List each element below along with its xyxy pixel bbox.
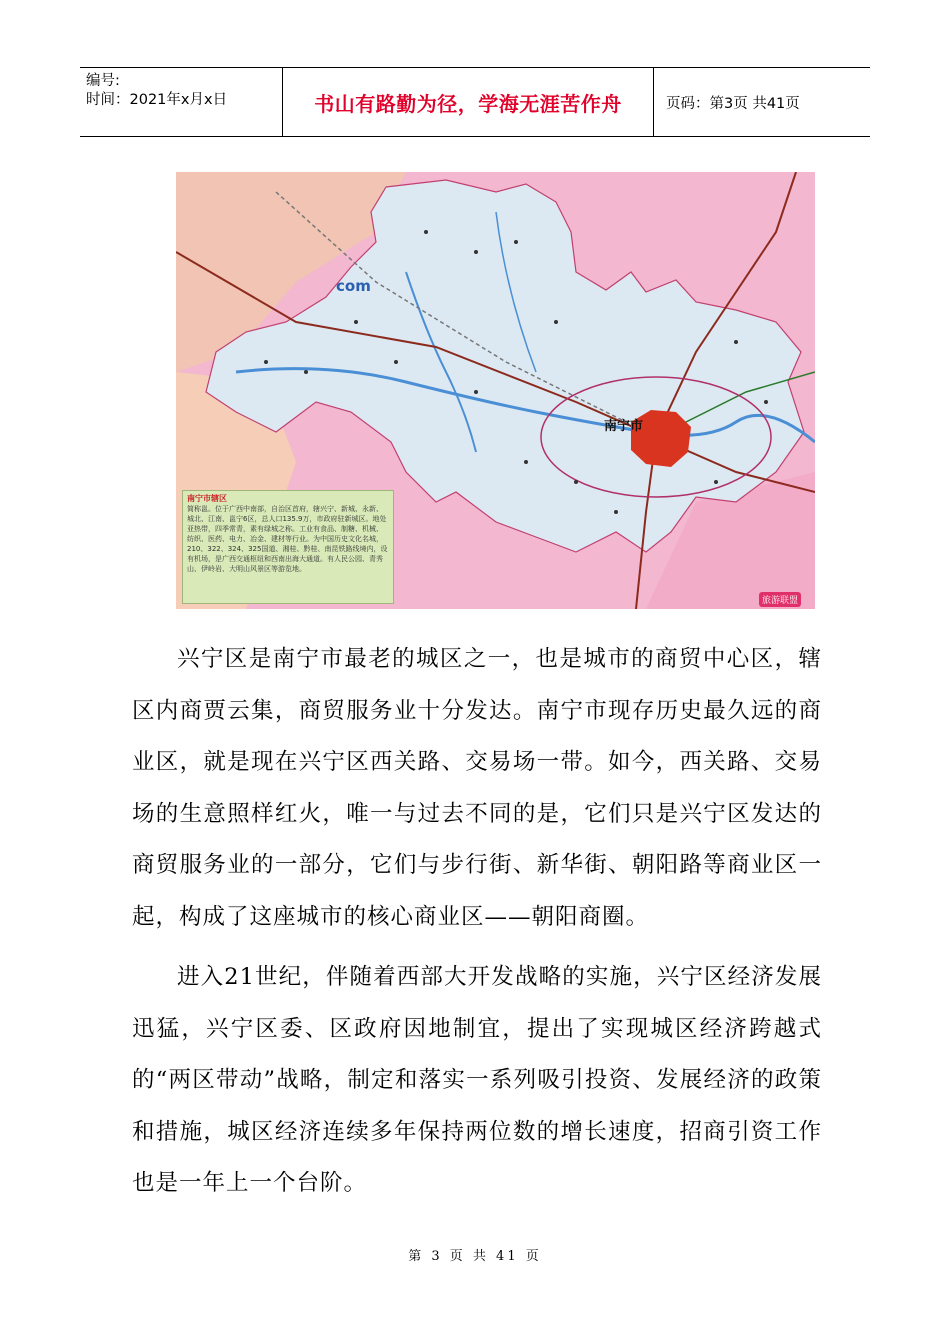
paragraph-2: 进入21世纪，伴随着西部大开发战略的实施，兴宁区经济发展迅猛，兴宁区委、区政府因地制宜，提出了实现城区经济跨越式的“两区带动”战略，制定和落实一系列吸引投资、发展经济的政策和措施，城区经济连续多年保持两位数的增长速度，招商引资工作也是一年上一个台阶。 xyxy=(132,964,822,1196)
map-logo: 旅游联盟 xyxy=(759,592,801,607)
article-body xyxy=(132,634,822,1210)
number-label: 编号: xyxy=(86,73,120,89)
paragraph-1: 兴宁区是南宁市最老的城区之一，也是城市的商贸中心区，辖区内商贾云集，商贸服务业十分发达。南宁市现存历史最久远的商业区，就是现在兴宁区西关路、交易场一带。如今，西关路、交易场的生意照样红火，唯一与过去不同的是，它们只是兴宁区发达的商贸服务业的一部分，它们与步行街、新华街、朝阳路等商业区一起，构成了这座城市的核心商业区——朝阳商圈。 xyxy=(132,646,822,930)
map-city-label: 南宁市 xyxy=(604,419,644,434)
header-meta xyxy=(80,68,283,136)
legend-text: 简称邕。位于广西中南部，自治区首府，辖兴宁、新城、永新、城北、江南、邕宁6区，总人口135.9万，市政府驻新城区。地处亚热带，四季常青，素有绿城之称。工业有食品、制糖、机械、纺织、医药、电力、冶金、建材等行业。为中国历史文化名城，210、322、324、325国道、湘桂、黔桂、南昆铁路线境内，设有机场，是广西交通枢纽和西南出海大通道。有人民公园、青秀山、伊岭岩、大明山风景区等游览地。 xyxy=(187,505,388,573)
page-footer: 第 3 页 共 41 页 xyxy=(408,1249,542,1264)
header-motto: 书山有路勤为径，学海无涯苦作舟 xyxy=(283,68,654,136)
time-label: 时间：2021年x月x日 xyxy=(86,92,228,108)
header-page-info: 页码：第3页 共41页 xyxy=(666,95,800,112)
map-watermark: com xyxy=(336,277,371,295)
legend-title: 南宁市辖区 xyxy=(187,494,227,503)
map-legend-box xyxy=(182,490,394,604)
nanning-map-image xyxy=(176,172,815,609)
page-header xyxy=(80,67,870,137)
